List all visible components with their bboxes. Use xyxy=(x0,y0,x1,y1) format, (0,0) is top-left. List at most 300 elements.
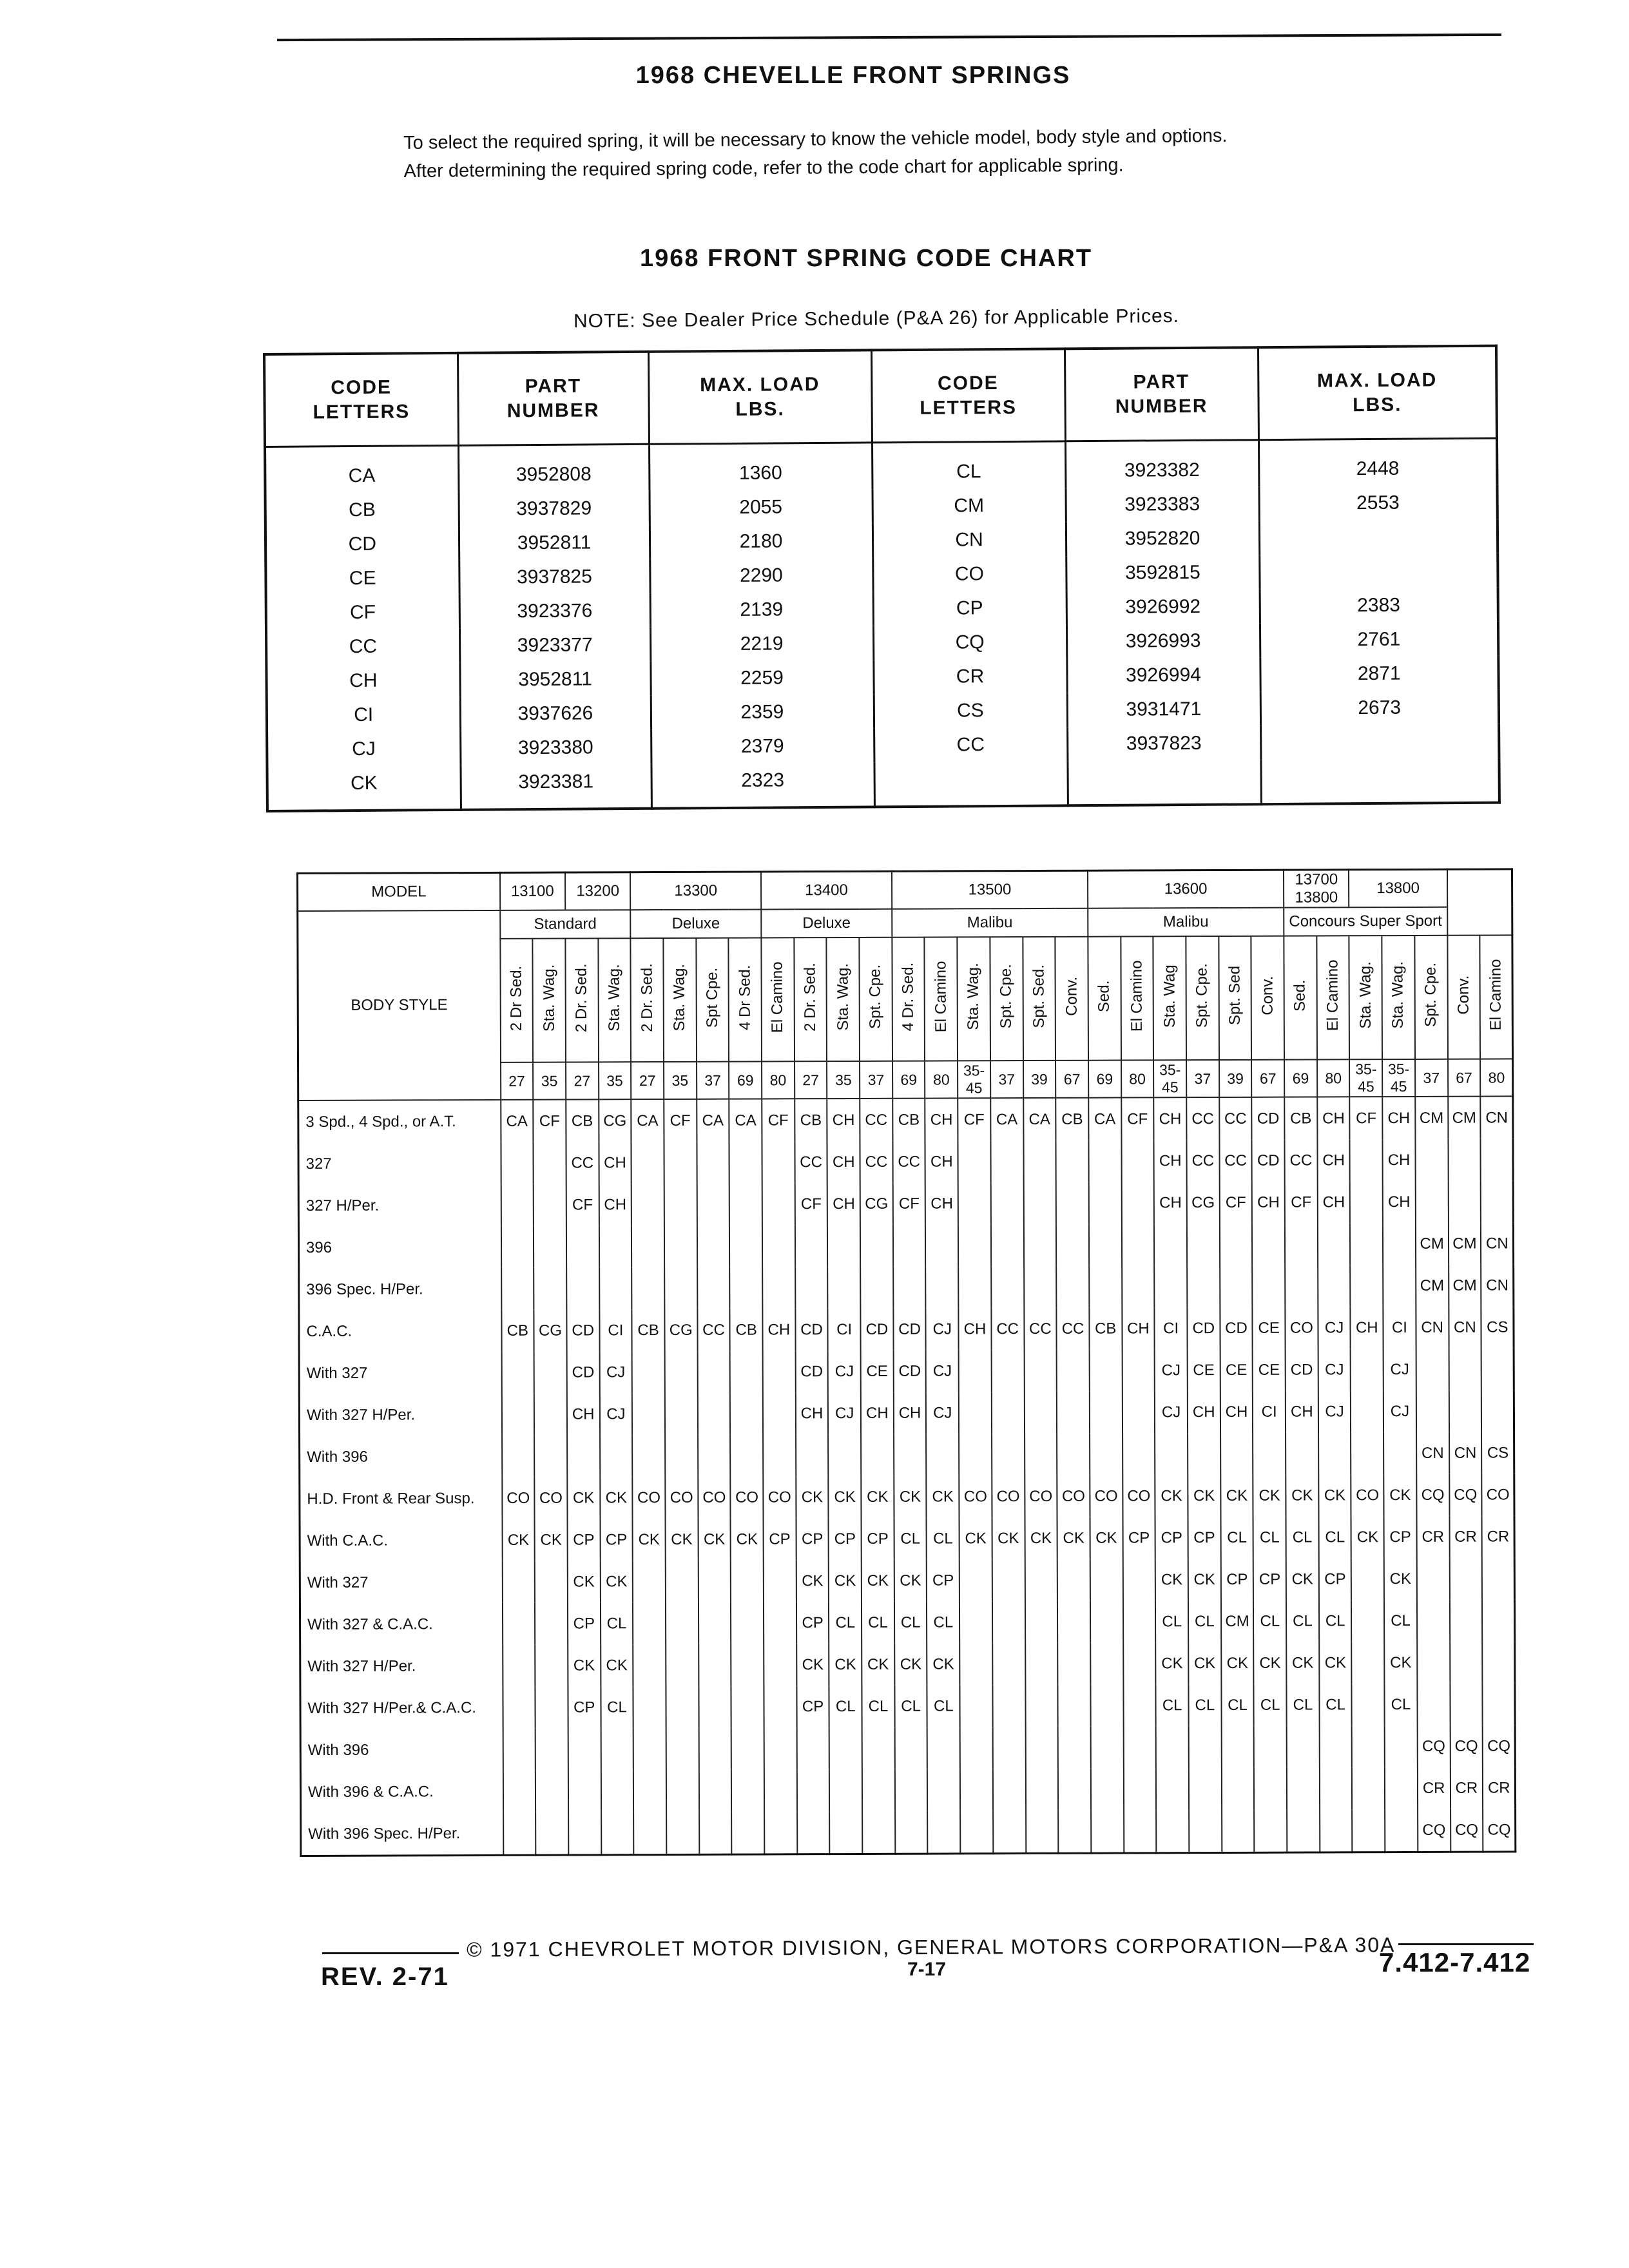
spring-code-cell xyxy=(1088,1140,1121,1182)
spring-code-cell xyxy=(1025,1769,1058,1811)
code-chart-cell: 3937829 xyxy=(459,491,650,526)
spring-code-cell: CK xyxy=(1318,1474,1351,1516)
spring-code-cell: CO xyxy=(992,1475,1025,1517)
spring-code-cell: CQ xyxy=(1451,1809,1483,1852)
style-number: 80 xyxy=(1121,1060,1154,1097)
spring-code-cell: CD xyxy=(1252,1140,1285,1182)
spring-code-cell: CH xyxy=(1252,1182,1285,1224)
spring-code-cell: CK xyxy=(796,1560,829,1602)
spring-code-cell xyxy=(1353,1809,1385,1852)
spring-code-cell: CK xyxy=(600,1477,633,1519)
spring-code-cell: CI xyxy=(1383,1307,1416,1349)
spring-code-cell: CC xyxy=(860,1099,892,1141)
code-chart-cell: CH xyxy=(266,663,459,698)
body-style-text: Spt. Sed. xyxy=(1030,965,1048,1028)
application-row xyxy=(300,1725,1516,1771)
code-chart-cell: 2553 xyxy=(1258,485,1497,521)
spring-code-cell xyxy=(958,1266,991,1308)
spring-code-cell xyxy=(960,1727,993,1769)
spring-code-cell: CC xyxy=(1219,1097,1252,1140)
spring-code-cell xyxy=(797,1811,830,1854)
spring-code-cell xyxy=(1058,1811,1091,1854)
spring-code-cell xyxy=(1056,1182,1089,1224)
spring-code-cell: CC xyxy=(1186,1097,1219,1140)
spring-code-cell xyxy=(991,1350,1024,1392)
code-chart-cell: CJ xyxy=(267,731,460,767)
code-chart-row xyxy=(265,438,1497,494)
spring-code-cell xyxy=(1352,1642,1385,1684)
blank-cell: BODY STYLE xyxy=(298,910,501,1100)
spring-code-cell xyxy=(731,1769,764,1811)
spring-code-cell xyxy=(1189,1810,1222,1853)
spring-code-cell: CP xyxy=(1123,1517,1155,1559)
spring-code-cell xyxy=(1023,1182,1056,1224)
code-chart-cell: 3926994 xyxy=(1066,657,1260,693)
spring-code-cell xyxy=(568,1770,601,1812)
spring-code-cell xyxy=(1025,1727,1058,1769)
spring-code-cell xyxy=(503,1729,535,1771)
spring-code-cell: CB xyxy=(795,1099,827,1141)
spring-code-cell xyxy=(502,1603,535,1645)
spring-code-cell xyxy=(1351,1349,1383,1390)
spring-code-cell: CC xyxy=(1285,1139,1318,1181)
spring-code-cell: CB xyxy=(1284,1097,1317,1139)
option-label: With 396 Spec. H/Per. xyxy=(301,1812,503,1856)
style-number: 39 xyxy=(1023,1061,1056,1098)
spring-code-cell xyxy=(1024,1350,1057,1392)
application-table-header xyxy=(298,869,1514,1100)
spring-code-cell xyxy=(664,1267,697,1309)
code-chart-cell: 3937626 xyxy=(460,696,651,731)
spring-code-cell xyxy=(1254,1810,1287,1853)
spring-code-cell: CB xyxy=(566,1099,599,1142)
spring-code-cell: CM xyxy=(1221,1600,1254,1642)
spring-code-cell xyxy=(501,1184,534,1226)
spring-code-cell: CM xyxy=(1415,1097,1448,1139)
spring-code-cell xyxy=(762,1267,795,1309)
spring-code-cell xyxy=(927,1727,960,1769)
spring-code-cell xyxy=(992,1434,1025,1475)
spring-code-cell: CK xyxy=(1286,1642,1319,1684)
spring-code-cell: CE xyxy=(1220,1349,1253,1391)
spring-code-cell: CH xyxy=(925,1182,958,1224)
spring-code-cell: CO xyxy=(1285,1307,1318,1349)
spring-code-cell: CH xyxy=(1383,1181,1416,1223)
spring-code-cell: CK xyxy=(861,1476,894,1518)
spring-code-cell xyxy=(699,1686,731,1728)
spring-code-cell xyxy=(665,1351,698,1393)
spring-code-cell xyxy=(1025,1643,1058,1685)
spring-code-cell: CB xyxy=(501,1310,534,1352)
application-table-body xyxy=(298,1096,1516,1856)
spring-code-cell: CK xyxy=(568,1561,601,1602)
spring-code-cell xyxy=(1320,1767,1353,1809)
spring-code-cell xyxy=(796,1727,829,1769)
spring-code-cell xyxy=(666,1770,699,1812)
spring-code-cell: CR xyxy=(1418,1767,1451,1809)
body-style-text: 4 Dr Sed. xyxy=(736,965,754,1030)
spring-code-cell xyxy=(1252,1265,1285,1307)
style-number: 37 xyxy=(1415,1059,1448,1097)
spring-code-cell: CK xyxy=(1188,1475,1220,1517)
body-style-cell xyxy=(892,937,925,1061)
code-chart-cell xyxy=(1067,760,1260,805)
spring-code-cell xyxy=(1220,1224,1253,1265)
spring-code-cell: CF xyxy=(958,1098,990,1140)
body-style-cell xyxy=(925,937,958,1061)
spring-code-cell: CF xyxy=(664,1099,697,1142)
spring-code-cell xyxy=(502,1436,535,1477)
spring-code-cell xyxy=(1057,1392,1090,1434)
spring-code-cell xyxy=(1254,1768,1287,1810)
spring-code-cell: CJ xyxy=(828,1350,861,1392)
spring-code-cell: CK xyxy=(567,1477,600,1519)
spring-code-cell: CF xyxy=(1350,1097,1383,1139)
code-chart-cell: 3952820 xyxy=(1066,521,1259,556)
spring-code-cell xyxy=(633,1602,666,1644)
spring-code-cell: CM xyxy=(1449,1265,1481,1307)
style-number: 80 xyxy=(1480,1059,1513,1096)
series-name: Malibu xyxy=(892,908,1088,937)
spring-code-cell xyxy=(1417,1684,1450,1725)
spring-code-cell xyxy=(1090,1685,1123,1727)
spring-code-cell: CP xyxy=(796,1518,829,1560)
spring-code-cell xyxy=(1351,1600,1384,1642)
spring-code-cell xyxy=(1058,1727,1091,1769)
spring-code-cell xyxy=(1415,1181,1448,1223)
spring-code-cell: CL xyxy=(601,1602,633,1644)
spring-code-cell xyxy=(1090,1392,1123,1434)
code-chart-cell: 3923376 xyxy=(459,593,650,629)
series-name-row xyxy=(298,907,1513,939)
spring-code-cell: CH xyxy=(1286,1390,1318,1432)
spring-code-cell: CK xyxy=(1057,1517,1090,1559)
spring-code-cell xyxy=(1449,1349,1481,1390)
spring-code-cell xyxy=(1385,1725,1418,1767)
code-chart-cell xyxy=(1260,758,1499,805)
spring-code-cell xyxy=(1187,1265,1220,1307)
spring-code-cell: CD xyxy=(1220,1307,1253,1349)
spring-code-cell xyxy=(534,1352,567,1394)
code-chart-header-cell xyxy=(648,350,872,444)
spring-code-cell: CD xyxy=(566,1351,599,1393)
spring-code-cell xyxy=(1482,1641,1515,1683)
spring-code-cell xyxy=(1091,1811,1124,1854)
spring-code-cell xyxy=(763,1434,796,1476)
code-chart-cell: 1360 xyxy=(649,443,872,491)
spring-code-cell xyxy=(762,1141,795,1183)
spring-code-cell: CH xyxy=(1317,1139,1350,1181)
spring-code-cell: CO xyxy=(1090,1475,1123,1517)
spring-code-cell xyxy=(631,1184,664,1225)
spring-code-cell xyxy=(1090,1643,1123,1685)
spring-code-cell xyxy=(1025,1559,1057,1601)
spring-code-cell: CL xyxy=(1319,1684,1352,1725)
model-label: MODEL xyxy=(298,872,500,911)
spring-code-cell xyxy=(795,1267,828,1309)
spring-code-cell xyxy=(1057,1559,1090,1601)
body-style-text: Spt. Cpe. xyxy=(866,965,885,1030)
spring-code-cell xyxy=(1089,1182,1122,1224)
spring-code-cell xyxy=(992,1643,1025,1685)
spring-code-cell: CC xyxy=(795,1141,827,1183)
spring-code-cell xyxy=(535,1603,568,1645)
spring-code-cell xyxy=(1287,1725,1320,1767)
spring-code-cell: CO xyxy=(633,1477,666,1519)
spring-code-cell xyxy=(698,1435,731,1477)
spring-code-cell xyxy=(1091,1727,1124,1769)
spring-code-cell: CH xyxy=(861,1392,894,1434)
code-chart-cell: 2219 xyxy=(650,626,873,661)
spring-code-cell xyxy=(762,1183,795,1225)
spring-code-cell xyxy=(730,1434,763,1476)
spring-code-cell: CP xyxy=(1155,1517,1188,1559)
spring-code-cell xyxy=(633,1728,666,1770)
spring-code-cell xyxy=(894,1727,927,1769)
spring-code-cell xyxy=(666,1728,699,1770)
spring-code-cell: CP xyxy=(927,1559,959,1601)
spring-code-cell: CH xyxy=(1154,1140,1187,1182)
spring-code-cell: CO xyxy=(763,1476,796,1518)
spring-code-cell: CL xyxy=(862,1602,894,1644)
spring-code-cell xyxy=(1056,1266,1089,1308)
spring-code-cell: CD xyxy=(1252,1097,1285,1140)
spring-code-cell xyxy=(1057,1601,1090,1643)
spring-code-cell xyxy=(893,1267,926,1309)
spring-code-cell: CL xyxy=(927,1517,959,1559)
spring-code-cell xyxy=(535,1812,568,1856)
spring-code-cell xyxy=(697,1267,730,1309)
spring-code-cell: CL xyxy=(1156,1684,1189,1726)
spring-code-cell: CH xyxy=(1220,1391,1253,1433)
spring-code-cell xyxy=(666,1812,699,1855)
code-chart-header-cell xyxy=(264,353,458,447)
spring-code-cell: CH xyxy=(827,1141,860,1183)
spring-code-cell: CJ xyxy=(926,1392,959,1434)
spring-code-cell: CH xyxy=(1382,1097,1415,1139)
spring-code-cell: CL xyxy=(1221,1684,1254,1726)
header-line: LETTERS xyxy=(920,396,1017,419)
spring-code-cell xyxy=(1383,1223,1416,1265)
spring-code-cell xyxy=(534,1394,567,1436)
spring-code-cell: CO xyxy=(1025,1475,1057,1517)
code-chart-cell: 3923382 xyxy=(1065,440,1258,488)
spring-code-cell: CP xyxy=(567,1519,600,1561)
option-label: H.D. Front & Rear Susp. xyxy=(300,1477,502,1520)
code-chart-cell: 3926993 xyxy=(1066,623,1260,658)
spring-code-cell: CD xyxy=(1187,1307,1220,1349)
spring-code-cell xyxy=(1026,1811,1059,1854)
spring-code-cell: CR xyxy=(1416,1516,1449,1558)
spring-code-cell: CL xyxy=(1319,1600,1352,1642)
body-style-text: Spt Cpe. xyxy=(703,967,721,1028)
option-label: 327 H/Per. xyxy=(298,1184,501,1227)
spring-code-cell: CP xyxy=(1188,1517,1220,1559)
spring-code-cell xyxy=(631,1267,664,1309)
style-number: 35 xyxy=(533,1062,566,1100)
spring-code-cell: CA xyxy=(501,1100,534,1142)
style-number: 35 xyxy=(827,1061,860,1099)
option-label: 396 Spec. H/Per. xyxy=(299,1268,501,1311)
spring-code-cell xyxy=(959,1601,992,1643)
spring-code-cell xyxy=(1481,1139,1514,1180)
spring-code-cell: CP xyxy=(1318,1558,1351,1600)
series-name: Malibu xyxy=(1088,908,1284,937)
spring-code-cell xyxy=(501,1142,534,1184)
spring-code-cell xyxy=(1155,1433,1188,1475)
spring-code-cell: CK xyxy=(894,1476,927,1518)
spring-code-cell xyxy=(503,1645,535,1687)
spring-code-cell: CE xyxy=(1253,1307,1286,1349)
body-style-text: Sed. xyxy=(1095,980,1113,1012)
spring-code-cell xyxy=(1385,1767,1418,1809)
spring-code-cell: CK xyxy=(1155,1559,1188,1600)
code-chart-cell: CL xyxy=(872,441,1065,490)
spring-code-cell xyxy=(991,1224,1024,1266)
body-style-text: 2 Dr. Sed. xyxy=(638,963,656,1033)
code-chart-cell: 3926992 xyxy=(1066,589,1260,624)
spring-code-cell xyxy=(1220,1265,1253,1307)
spring-code-cell xyxy=(1350,1139,1383,1181)
header-line: MAX. LOAD xyxy=(1316,369,1438,392)
spring-code-cell xyxy=(632,1393,665,1435)
spring-code-cell xyxy=(1089,1266,1122,1308)
style-number: 39 xyxy=(1219,1060,1252,1097)
spring-code-cell xyxy=(860,1267,893,1309)
spring-code-cell: CF xyxy=(762,1099,795,1141)
spring-code-cell: CL xyxy=(1220,1517,1253,1559)
style-number: 27 xyxy=(795,1061,827,1099)
spring-code-cell xyxy=(1350,1223,1383,1265)
code-chart-cell: CQ xyxy=(873,624,1066,660)
spring-code-cell xyxy=(501,1226,534,1268)
spring-code-cell: CK xyxy=(731,1518,764,1560)
spring-code-cell: CP xyxy=(1384,1516,1417,1558)
spring-code-cell: CK xyxy=(568,1644,601,1686)
spring-code-cell: CL xyxy=(601,1686,633,1728)
spring-code-cell xyxy=(699,1770,731,1812)
header-line: NUMBER xyxy=(1115,395,1208,418)
application-row xyxy=(298,1222,1514,1269)
body-style-cell xyxy=(696,938,729,1062)
spring-code-cell: CG xyxy=(1187,1182,1220,1224)
intro-text xyxy=(403,120,1371,186)
spring-code-cell: CJ xyxy=(926,1308,959,1350)
spring-code-cell: CB xyxy=(1055,1098,1088,1140)
spring-code-cell: CN xyxy=(1449,1307,1481,1349)
body-style-text: El Camino xyxy=(1128,960,1146,1032)
option-label: With 327 H/Per. xyxy=(300,1645,503,1687)
spring-code-cell: CA xyxy=(1088,1098,1121,1140)
code-chart-cell: 3952811 xyxy=(459,662,650,697)
spring-code-cell: CL xyxy=(1254,1684,1287,1726)
spring-code-cell: CO xyxy=(1351,1474,1384,1516)
spring-code-cell: CL xyxy=(927,1685,960,1727)
style-number: 69 xyxy=(892,1061,925,1099)
spring-code-cell xyxy=(601,1728,633,1770)
page-title: 1968 CHEVELLE FRONT SPRINGS xyxy=(635,62,1071,89)
application-row xyxy=(300,1641,1516,1687)
spring-code-cell xyxy=(666,1561,699,1602)
spring-code-cell: CK xyxy=(829,1644,862,1686)
spring-code-cell xyxy=(763,1350,796,1392)
spring-code-cell xyxy=(664,1184,697,1225)
code-chart-cell: 3937823 xyxy=(1067,726,1260,761)
body-style-cell xyxy=(1219,936,1251,1060)
spring-code-cell xyxy=(665,1393,698,1435)
spring-code-cell xyxy=(664,1225,697,1267)
code-chart-cell: 2448 xyxy=(1258,438,1497,486)
spring-code-cell xyxy=(632,1435,665,1477)
option-label: 396 xyxy=(298,1226,501,1269)
body-style-text: 2 Dr. Sed. xyxy=(572,963,591,1033)
spring-code-cell: CC xyxy=(1186,1140,1219,1182)
spring-code-cell: CK xyxy=(1286,1558,1319,1600)
intro-line-2: After determining the required spring code, refer to the code chart for applicable spring. xyxy=(403,155,1124,182)
spring-code-cell xyxy=(730,1350,763,1392)
intro-line-1: To select the required spring, it will be necessary to know the vehicle model, body style and options. xyxy=(403,125,1228,153)
spring-code-cell: CK xyxy=(535,1519,568,1561)
spring-code-cell: CK xyxy=(502,1519,535,1561)
application-row xyxy=(299,1348,1514,1394)
spring-code-cell: CK xyxy=(862,1644,894,1686)
code-chart-cell: 2259 xyxy=(650,660,873,695)
spring-code-cell xyxy=(1352,1725,1385,1767)
spring-code-cell xyxy=(600,1435,633,1477)
spring-code-cell: CL xyxy=(894,1518,927,1560)
spring-code-cell xyxy=(731,1644,764,1686)
body-style-cell xyxy=(1284,936,1316,1059)
chart-title: 1968 FRONT SPRING CODE CHART xyxy=(639,245,1093,272)
spring-code-cell: CK xyxy=(1253,1475,1286,1517)
body-style-cell xyxy=(1088,937,1121,1061)
application-row xyxy=(299,1306,1514,1352)
spring-code-cell: CL xyxy=(1286,1516,1319,1558)
spring-code-cell: CK xyxy=(1025,1517,1057,1559)
spring-code-cell xyxy=(633,1644,666,1686)
code-chart-cell: 3952808 xyxy=(458,444,649,492)
spring-code-cell xyxy=(1448,1181,1481,1223)
spring-code-cell xyxy=(731,1727,764,1769)
spring-code-cell: CF xyxy=(795,1183,827,1225)
page-number: 7-17 xyxy=(907,1959,947,1980)
spring-code-cell: CH xyxy=(925,1098,958,1140)
spring-code-cell xyxy=(993,1769,1026,1811)
body-style-cell xyxy=(1055,937,1088,1061)
spring-code-cell xyxy=(633,1686,666,1728)
style-number: 80 xyxy=(1317,1059,1350,1097)
spring-code-cell: CF xyxy=(1285,1181,1318,1223)
spring-code-cell xyxy=(731,1811,764,1854)
spring-code-cell xyxy=(1287,1809,1320,1852)
spring-code-cell: CP xyxy=(568,1602,601,1644)
spring-code-cell: CJ xyxy=(1318,1307,1351,1349)
spring-code-cell xyxy=(764,1602,796,1644)
spring-code-cell: CO xyxy=(1481,1474,1514,1515)
spring-code-cell: CG xyxy=(599,1099,631,1142)
header-line: NUMBER xyxy=(506,399,600,422)
spring-code-cell: CF xyxy=(533,1100,566,1142)
spring-code-cell xyxy=(1318,1432,1351,1474)
spring-code-cell xyxy=(1319,1725,1352,1767)
spring-code-cell: CQ xyxy=(1450,1725,1483,1767)
body-style-cell xyxy=(729,937,762,1061)
spring-code-cell xyxy=(828,1267,861,1309)
spring-code-cell: CH xyxy=(1122,1307,1155,1349)
spring-code-cell xyxy=(535,1561,568,1603)
spring-code-cell: CL xyxy=(894,1686,927,1727)
spring-code-cell: CC xyxy=(860,1141,893,1183)
